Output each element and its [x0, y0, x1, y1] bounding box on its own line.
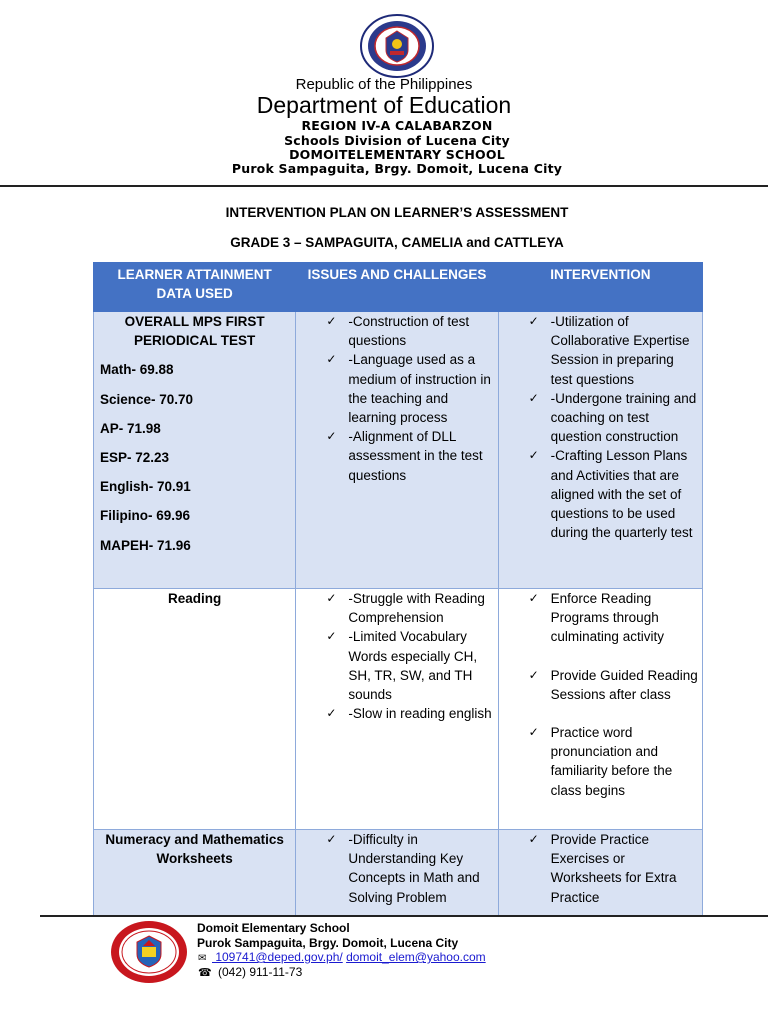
table-row	[94, 589, 703, 830]
checkmark-icon: ✓	[326, 352, 337, 367]
mps-score-list	[100, 360, 289, 554]
checkmark-icon: ✓	[326, 706, 337, 721]
header-divider	[0, 185, 768, 187]
table-header-row	[94, 263, 703, 312]
checkmark-icon: ✓	[326, 629, 337, 644]
table-row	[94, 312, 703, 589]
issues-list	[296, 830, 497, 907]
checkmark-icon: ✓	[528, 314, 539, 328]
mps-score: Math- 69.88	[100, 362, 174, 378]
checkmark-icon: ✓	[326, 429, 337, 444]
address-line: Purok Sampaguita, Brgy. Domoit, Lucena City	[231, 161, 563, 176]
list-item: ✓ Enforce Reading Programs through culminating activity	[528, 591, 664, 645]
region-line: REGION IV-A CALABARZON	[301, 118, 493, 133]
column-header: INTERVENTION	[498, 263, 702, 312]
interventions-list	[499, 312, 702, 542]
checkmark-icon: ✓	[528, 667, 539, 682]
document-title: INTERVENTION PLAN ON LEARNER’S ASSESSMENT	[225, 205, 569, 220]
footer-email-line	[198, 950, 486, 964]
mps-score: English- 70.91	[100, 479, 191, 495]
email-icon: ✉	[198, 953, 207, 964]
department-title: Department of Education	[256, 92, 512, 118]
list-item: ✓ -Difficulty in Understanding Key Concepts in Math and Solving Problem	[326, 832, 480, 905]
list-item: ✓ Provide Guided Reading Sessions after class	[528, 667, 698, 702]
list-item: ✓ -Construction of test questions	[326, 314, 470, 349]
interventions-list	[499, 830, 702, 907]
checkmark-icon: ✓	[528, 832, 539, 846]
footer-divider	[40, 915, 768, 917]
row-label: Numeracy and Mathematics Worksheets	[105, 832, 284, 867]
mps-score: Science- 70.70	[100, 391, 194, 407]
footer-phone-line	[198, 965, 302, 979]
list-item: ✓ -Crafting Lesson Plans and Activities that are aligned with the set of questions to be used during the quarterly test	[528, 448, 693, 541]
mps-score: ESP- 72.23	[100, 450, 170, 466]
list-item: ✓ Practice word pronunciation and familiarity before the class begins	[528, 725, 673, 798]
row-label: Reading	[168, 591, 222, 606]
footer-address: Purok Sampaguita, Brgy. Domoit, Lucena City	[197, 936, 459, 950]
issues-list	[296, 312, 497, 485]
list-item: ✓ -Undergone training and coaching on test question construction	[528, 390, 697, 445]
phone-number: (042) 911-11-73	[218, 965, 303, 979]
deped-seal	[358, 14, 436, 78]
checkmark-icon: ✓	[326, 314, 337, 328]
list-item: ✓ -Struggle with Reading Comprehension	[326, 591, 485, 626]
republic-line: Republic of the Philippines	[295, 76, 473, 93]
phone-icon: ☎	[198, 967, 212, 979]
division-line: Schools Division of Lucena City	[284, 133, 510, 148]
list-item: ✓ -Utilization of Collaborative Expertise Session in preparing test questions	[528, 314, 690, 387]
checkmark-icon: ✓	[326, 832, 337, 846]
column-header: LEARNER ATTAINMENT DATA USED	[94, 263, 296, 312]
issues-list	[296, 589, 497, 723]
footer-school-name: Domoit Elementary School	[197, 921, 350, 935]
checkmark-icon: ✓	[326, 591, 337, 605]
row-label: OVERALL MPS FIRST PERIODICAL TEST Math- 69.88 Science- 70.70 AP- 71.98 ESP- 72.23 English- 70.91 Filipino- 69.96 MAPEH- 71.96	[94, 312, 295, 555]
interventions-list	[499, 589, 702, 800]
checkmark-icon: ✓	[528, 591, 539, 605]
list-item: ✓ Provide Practice Exercises or Worksheets for Extra Practice	[528, 832, 677, 905]
mps-score: MAPEH- 71.96	[100, 537, 191, 553]
email-link-deped[interactable]: 109741@deped.gov.ph/	[212, 950, 343, 964]
list-item: ✓ -Slow in reading english	[326, 706, 492, 722]
column-header: ISSUES AND CHALLENGES	[296, 263, 498, 312]
document-subtitle: GRADE 3 – SAMPAGUITA, CAMELIA and CATTLEYA	[230, 235, 564, 250]
mps-score: Filipino- 69.96	[100, 508, 191, 524]
school-line: DOMOITELEMENTARY SCHOOL	[289, 147, 505, 162]
table-row	[94, 830, 703, 917]
school-seal	[109, 920, 189, 984]
list-item: ✓ -Alignment of DLL assessment in the test questions	[326, 429, 483, 483]
checkmark-icon: ✓	[528, 448, 539, 463]
checkmark-icon: ✓	[528, 725, 539, 740]
mps-score: AP- 71.98	[100, 420, 161, 436]
checkmark-icon: ✓	[528, 390, 539, 405]
email-link-yahoo[interactable]: domoit_elem@yahoo.com	[346, 950, 486, 964]
intervention-table	[93, 262, 703, 917]
list-item: ✓ -Language used as a medium of instruction in the teaching and learning process	[326, 352, 491, 426]
list-item: ✓ -Limited Vocabulary Words especially CH, SH, TR, SW, and TH sounds	[326, 629, 478, 703]
